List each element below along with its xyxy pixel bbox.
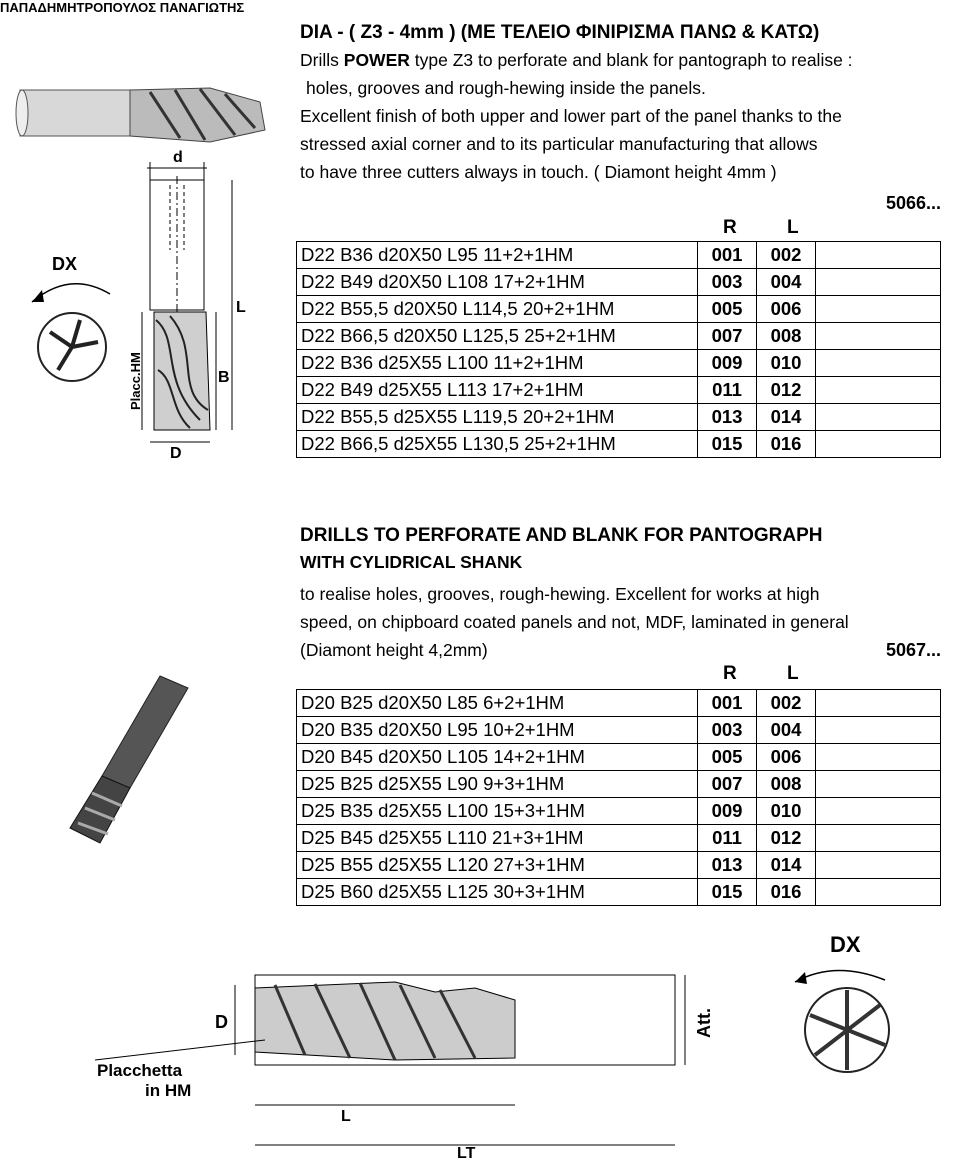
- row-code-r: 001: [698, 242, 757, 269]
- drill-side-view-2: [95, 975, 685, 1145]
- label-L: L: [236, 299, 246, 316]
- label-LT: LT: [457, 1145, 476, 1160]
- row-code-l: 004: [757, 269, 816, 296]
- row-code-r: 007: [698, 771, 757, 798]
- table-row: [297, 771, 941, 798]
- row-code-l: 004: [757, 717, 816, 744]
- section2-col-r: R: [723, 663, 737, 684]
- row-code-r: 001: [698, 690, 757, 717]
- section1-col-r: R: [723, 217, 737, 238]
- row-code-l: 008: [757, 323, 816, 350]
- row-description: D22 B49 d20X50 L108 17+2+1HM: [297, 269, 698, 296]
- rotation-arrow-2: [795, 970, 885, 982]
- section1-line: Excellent finish of both upper and lower part of the panel thanks to the: [300, 106, 842, 126]
- row-code-r: 015: [698, 879, 757, 906]
- row-code-l: 016: [757, 431, 816, 458]
- row-code-r: 003: [698, 717, 757, 744]
- row-code-r: 009: [698, 350, 757, 377]
- table-row: [297, 879, 941, 906]
- row-empty-cell: [816, 744, 941, 771]
- row-empty-cell: [816, 825, 941, 852]
- section2-table: [296, 689, 941, 906]
- section2-title: DRILLS TO PERFORATE AND BLANK FOR PANTOGRAPH: [300, 525, 823, 546]
- section1-table: [296, 241, 941, 458]
- row-empty-cell: [816, 296, 941, 323]
- row-code-l: 006: [757, 744, 816, 771]
- section1-intro: [300, 50, 853, 71]
- rotation-arrow: [32, 284, 110, 302]
- row-empty-cell: [816, 690, 941, 717]
- row-code-r: 011: [698, 377, 757, 404]
- row-empty-cell: [816, 798, 941, 825]
- label-B: B: [218, 369, 230, 386]
- drill-3d-image: [16, 88, 265, 142]
- row-description: D22 B55,5 d25X55 L119,5 20+2+1HM: [297, 404, 698, 431]
- table-row: [297, 431, 941, 458]
- row-empty-cell: [816, 431, 941, 458]
- table-row: [297, 690, 941, 717]
- row-code-l: 008: [757, 771, 816, 798]
- section2-subtitle: WITH CYLIDRICAL SHANK: [300, 552, 523, 572]
- row-code-l: 006: [757, 296, 816, 323]
- section1-line: to have three cutters always in touch. ( Diamont height 4mm ): [300, 162, 777, 182]
- row-empty-cell: [816, 771, 941, 798]
- intro-rest: type Z3 to perforate and blank for pantograph to realise :: [414, 50, 853, 70]
- row-code-l: 010: [757, 350, 816, 377]
- row-code-l: 010: [757, 798, 816, 825]
- label-att: Att.: [694, 1008, 714, 1038]
- row-code-l: 002: [757, 690, 816, 717]
- table-row: [297, 852, 941, 879]
- table-row: [297, 798, 941, 825]
- row-code-r: 005: [698, 744, 757, 771]
- row-description: D22 B36 d25X55 L100 11+2+1HM: [297, 350, 698, 377]
- row-empty-cell: [816, 323, 941, 350]
- row-empty-cell: [816, 879, 941, 906]
- row-description: D25 B35 d25X55 L100 15+3+1HM: [297, 798, 698, 825]
- row-code-l: 014: [757, 852, 816, 879]
- row-code-r: 009: [698, 798, 757, 825]
- row-empty-cell: [816, 377, 941, 404]
- section1-code: 5066...: [886, 193, 942, 213]
- row-empty-cell: [816, 269, 941, 296]
- section1-line: holes, grooves and rough-hewing inside the panels.: [306, 78, 706, 98]
- label-D-2: D: [215, 1012, 228, 1032]
- row-empty-cell: [816, 350, 941, 377]
- table-row: [297, 404, 941, 431]
- row-code-l: 016: [757, 879, 816, 906]
- row-empty-cell: [816, 404, 941, 431]
- label-d-small: d: [173, 149, 183, 166]
- row-description: D22 B49 d25X55 L113 17+2+1HM: [297, 377, 698, 404]
- intro-power: POWER: [343, 50, 410, 70]
- dx-label-2: DX: [830, 932, 861, 957]
- row-description: D22 B66,5 d25X55 L130,5 25+2+1HM: [297, 431, 698, 458]
- cross-section-icon: [38, 313, 106, 381]
- row-code-r: 005: [698, 296, 757, 323]
- table-row: [297, 350, 941, 377]
- drill-side-view: [142, 162, 232, 442]
- section2-col-l: L: [787, 663, 799, 684]
- label-placc: Placc.HM: [128, 352, 143, 410]
- drill-drawing-2: [95, 930, 935, 1160]
- section1-line: stressed axial corner and to its particular manufacturing that allows: [300, 134, 818, 154]
- row-empty-cell: [816, 852, 941, 879]
- drill-3d-image-2: [30, 668, 200, 858]
- table-row: [297, 242, 941, 269]
- table-row: [297, 323, 941, 350]
- table-row: [297, 377, 941, 404]
- section2-line: (Diamont height 4,2mm): [300, 640, 488, 660]
- company-name: ΠΑΠΑΔΗΜΗΤΡΟΠΟΥΛΟΣ ΠΑΝΑΓΙΩΤΗΣ: [0, 0, 245, 15]
- row-code-l: 002: [757, 242, 816, 269]
- drill-drawing-1: [10, 80, 290, 465]
- table-row: [297, 825, 941, 852]
- table-row: [297, 269, 941, 296]
- row-description: D25 B25 d25X55 L90 9+3+1HM: [297, 771, 698, 798]
- row-description: D25 B60 d25X55 L125 30+3+1HM: [297, 879, 698, 906]
- table-row: [297, 717, 941, 744]
- label-in-hm: in HM: [145, 1081, 192, 1100]
- row-description: D20 B25 d20X50 L85 6+2+1HM: [297, 690, 698, 717]
- label-placchetta: Placchetta: [97, 1061, 183, 1080]
- section2-line: speed, on chipboard coated panels and not, MDF, laminated in general: [300, 612, 849, 632]
- label-D: D: [170, 445, 182, 462]
- row-description: D25 B55 d25X55 L120 27+3+1HM: [297, 852, 698, 879]
- section1-title: DIA - ( Z3 - 4mm ) (ΜΕ ΤΕΛΕΙΟ ΦΙΝΙΡΙΣΜΑ ΠΑΝΩ & ΚΑΤΩ): [300, 22, 820, 43]
- dx-label: DX: [52, 254, 78, 274]
- row-description: D22 B36 d20X50 L95 11+2+1HM: [297, 242, 698, 269]
- row-code-l: 012: [757, 377, 816, 404]
- row-code-r: 011: [698, 825, 757, 852]
- row-empty-cell: [816, 717, 941, 744]
- row-description: D25 B45 d25X55 L110 21+3+1HM: [297, 825, 698, 852]
- table-row: [297, 744, 941, 771]
- row-code-r: 003: [698, 269, 757, 296]
- table-row: [297, 296, 941, 323]
- row-code-r: 007: [698, 323, 757, 350]
- row-empty-cell: [816, 242, 941, 269]
- label-L-2: L: [341, 1108, 351, 1125]
- row-description: D22 B55,5 d20X50 L114,5 20+2+1HM: [297, 296, 698, 323]
- section1-col-l: L: [787, 217, 799, 238]
- row-code-r: 013: [698, 404, 757, 431]
- section2-line: to realise holes, grooves, rough-hewing. Excellent for works at high: [300, 584, 820, 604]
- intro-prefix: Drills: [300, 50, 339, 70]
- row-code-r: 013: [698, 852, 757, 879]
- row-description: D22 B66,5 d20X50 L125,5 25+2+1HM: [297, 323, 698, 350]
- row-code-l: 014: [757, 404, 816, 431]
- row-code-r: 015: [698, 431, 757, 458]
- row-code-l: 012: [757, 825, 816, 852]
- row-description: D20 B35 d20X50 L95 10+2+1HM: [297, 717, 698, 744]
- section2-code: 5067...: [886, 640, 942, 660]
- row-description: D20 B45 d20X50 L105 14+2+1HM: [297, 744, 698, 771]
- cross-section-icon-2: [805, 988, 889, 1072]
